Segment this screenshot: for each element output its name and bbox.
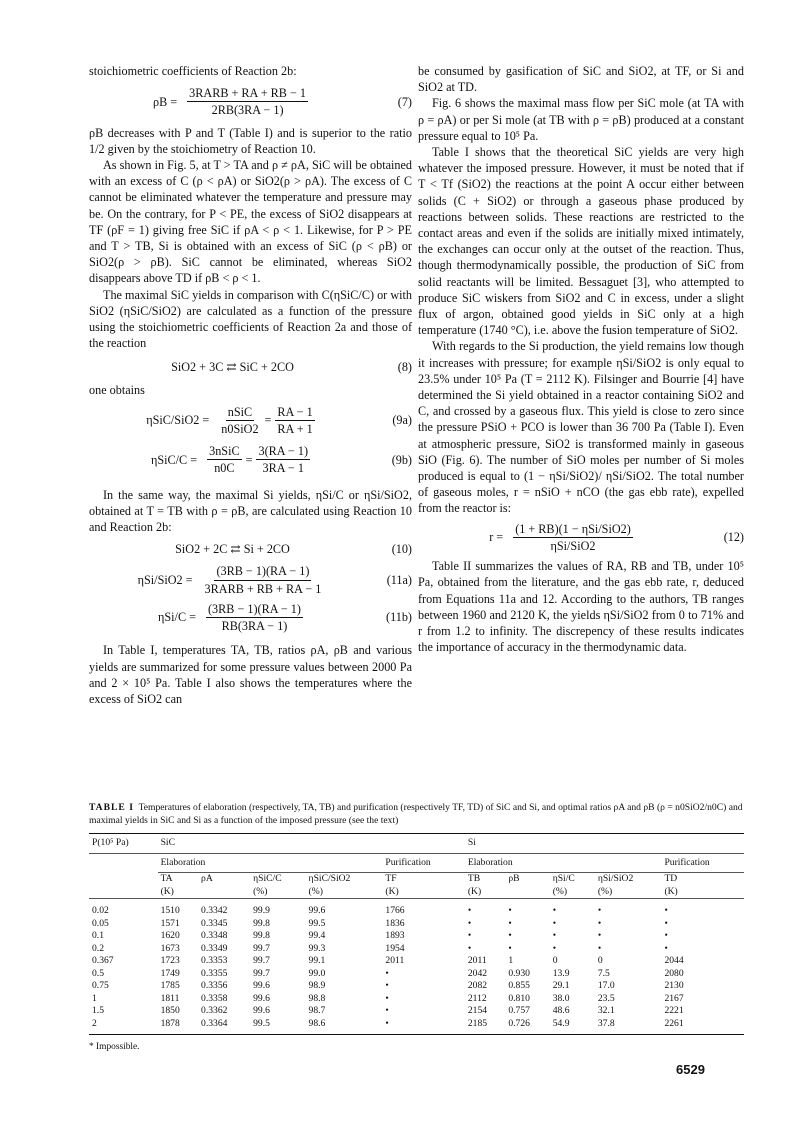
table-cell: 1.5 [92,1005,104,1016]
column-header: TF [385,873,397,884]
table-row [89,930,744,943]
table-cell: • [552,917,557,929]
column-header: ηSi/SiO2 [597,873,634,884]
table-cell: 99.5 [253,1017,270,1029]
table-cell: 99.6 [253,1005,270,1016]
left-column [89,63,412,707]
table-cell: 2044 [664,955,684,966]
header-sic: SiC [160,837,175,848]
table-cell: 0.3362 [201,1005,228,1016]
table-cell: • [664,917,668,929]
table-cell: 7.5 [597,967,610,979]
table-cell: 1510 [160,905,180,916]
table-cell: 2112 [467,992,487,1004]
table-cell: 2082 [467,980,488,991]
table-cell: 99.1 [308,955,326,966]
table-cell: 1811 [160,992,180,1004]
table-cell: • [385,1005,389,1016]
table-cell: 0.367 [92,955,114,966]
header-purification: Purification [382,853,464,873]
table-cell: 1620 [160,930,180,941]
column-header: ρB [508,873,520,884]
paragraph: In the same way, the maximal Si yields, ηSi/C or ηSi/SiO2, obtained at T = TB with ρ = ρB, are calculated using Reaction 10 and Reaction 2b: [89,487,412,535]
table-cell: • [385,980,389,991]
table-row [89,980,744,993]
equation-9a: ηSiC/SiO2 = $\frac{\text{nSiC}}{\text{n0SiO2}}$ = $\frac{RA - 1}{RA + 1}$ (9a) [146,404,412,437]
table-cell: 0.1 [92,930,104,941]
table-row [89,1018,744,1031]
table-cell: 1749 [160,967,180,979]
table-cell: 54.9 [552,1017,570,1029]
paragraph: With regards to the Si production, the yield remains low though it increases with pressure; for example ηSi/SiO2 is only equal to 23.5% under 10⁵ Pa (T = 2112 K). Filsinger and Bourrie [4] have determined the Si yield obtained in a reactor containing SiO2 and C, and crossed by a gaseous flux. This yield is close to zero since the pressure PSiO + PCO is lower than 36 700 Pa (Table I). Even at atmospheric pressure, SiO2 is transformed mainly in gaseous SiO (Fig. 6). The number of SiO moles per number of Si moles produced is equal to (1 − ηSi/SiO2)/ ηSi/SiO2. The total number of gaseous moles, r = nSiO + nCO (the gas ebb rate), expelled from the reactor is: [418,339,744,516]
table-cell: 2261 [664,1017,684,1029]
table-cell: 99.9 [253,905,270,916]
table-cell: 23.5 [597,992,615,1004]
table-cell: 99.8 [253,930,270,941]
table-cell: • [508,930,512,941]
table-row [89,1005,744,1018]
equation-11b: ηSi/C = $\frac{(3RB - 1)(RA - 1)}{RB(3RA - 1)}$ (11b) [158,601,412,634]
equation-11a: ηSi/SiO2 = $\frac{(3RB - 1)(RA - 1)}{\text{3RARB + RB + RA − 1}}$ (11a) [137,564,412,596]
table-cell: 99.6 [253,980,270,991]
column-header: ρA [201,873,213,884]
table-cell: 0.3355 [201,967,228,979]
table-cell: 0.3349 [201,942,228,954]
equation-9b: ηSiC/C = $\frac{\text{3nSiC}}{n0C}$ = $\frac{3(RA - 1)}{3RA - 1}$ (9b) [151,444,412,476]
table-cell: • [467,905,472,916]
table-cell: 99.8 [253,917,270,929]
table-cell: 0.02 [92,905,109,916]
table-cell: 0.5 [92,967,104,979]
paragraph: Table I shows that the theoretical SiC yields are very high whatever the imposed pressure. However, it must be noted that if T < Tf (SiO2) the reactions at the point A occur either between solids (C + SiO2) or through a gaseous phase produced by reactions between solids. These reactions are restricted to the contact areas and even if the solids are initially mixed intimately, the exchanges can occur only at the outset of the reaction. Thus, though thermodynamically possible, the production of SiC from solid reactants will be limited. Bessaguet [3], who attempted to produce SiC wiskers from SiO2 and C in excess, under a slight flux of argon, obtained good yields in SiC only at a high temperature (1740 °C), i.e. above the fusion temperature of SiO2. [418,145,744,338]
column-unit [505,886,549,899]
column-header: TA [160,873,173,884]
table-cell: 17.0 [597,980,615,991]
column-header: ηSi/C [552,873,575,884]
paragraph: Table II summarizes the values of RA, RB and TB, under 10⁵ Pa, obtained from the literature, and the gas ebb rate, r, deduced from Equations 11a and 12. According to the authors, TB ranges between 1960 and 2120 K, the yields ηSi/SiO2 from 0 to 71% and r from 1.2 to infinity. The discrepency of these results indicates the importance of accuracy in the thermodynamic data. [418,559,744,655]
table-cell: • [508,942,512,954]
table-cell: 99.6 [308,905,326,916]
equation-number: (12) [723,530,744,545]
table-cell: 1 [508,955,514,966]
table-cell: 2221 [664,1005,684,1016]
table-cell: • [385,992,389,1004]
right-column [418,63,744,655]
equation-number: (11a) [386,573,412,588]
table-cell: • [552,905,557,916]
column-unit: (%) [253,885,268,897]
table-cell: 2 [92,1017,97,1029]
table-cell: 2167 [664,992,684,1004]
table-cell: 1673 [160,942,180,954]
table-cell: • [467,942,472,954]
table-cell: 99.7 [253,955,270,966]
table-cell: 0.930 [508,967,530,979]
paragraph: In Table I, temperatures TA, TB, ratios ρA, ρB and various yields are summarized for some pressure values between 2000 Pa and 2 × 10⁵ Pa. Table I also shows the temperatures where the excess of SiO2 can [89,643,412,706]
table-cell: 1723 [160,955,180,966]
table-row [89,955,744,968]
column-unit: (K) [160,885,174,897]
table-cell: 1766 [385,905,405,916]
header-elaboration: Elaboration [158,853,383,873]
table-cell: 2130 [664,980,684,991]
equation-number: (9b) [391,452,412,467]
table-row [89,905,744,918]
table-cell: 99.4 [308,930,326,941]
table-cell: 98.9 [308,980,326,991]
table-cell: 38.0 [552,992,570,1004]
paragraph: The maximal SiC yields in comparison with C(ηSiC/C) or with SiO2 (ηSiC/SiO2) are calculated as a function of the pressure using the stoichiometric coefficients of Reaction 2a and those of the reaction [89,287,412,351]
table-row [89,918,744,931]
table-cell: 98.7 [308,1005,326,1016]
table-cell: 1836 [385,917,405,929]
table-cell: 1571 [160,917,180,929]
table-cell: 0 [597,955,603,966]
table-cell: 1893 [385,930,405,941]
table-cell: 0.3358 [201,992,228,1004]
column-unit: (%) [308,885,323,897]
column-header: TD [664,873,678,884]
table-cell: 0.75 [92,980,109,991]
table-row [89,943,744,956]
table-cell: 1850 [160,1005,180,1016]
page-number: 6529 [676,1062,705,1077]
header-elaboration: Elaboration [465,853,662,873]
table-cell: 98.8 [308,992,326,1004]
equation-number: (7) [397,94,412,109]
table-cell: 2080 [664,967,684,979]
table-cell: • [467,930,472,941]
table-cell: • [664,942,668,954]
equation-number: (9a) [392,413,412,428]
column-unit: (%) [552,885,568,897]
equation-number: (8) [397,360,412,375]
column-unit: (K) [467,885,482,897]
column-unit: (K) [664,885,678,897]
equation-7: ρB = $\frac{\text{3RARB + RA + RB − 1}}{2RB(3RA - 1)}$ (7) [153,86,412,118]
table-cell: 0.810 [508,992,530,1004]
table-cell: 99.5 [308,917,326,929]
table-cell: 1878 [160,1017,180,1029]
header-pressure: P(10⁵ Pa) [92,837,129,848]
table-row [89,993,744,1006]
table-cell: • [552,930,557,941]
table-cell: 1785 [160,980,180,991]
table-cell: 0.05 [92,917,109,929]
column-header: TB [467,873,481,884]
table-cell: 0.3356 [201,980,228,991]
column-unit [198,886,250,899]
equation-8: SiO2 + 3C ⇄ SiC + 2CO (8) [171,360,412,375]
table-cell: 99.6 [253,992,270,1004]
paragraph: stoichiometric coefficients of Reaction 2b: [89,64,297,78]
paragraph: be consumed by gasification of SiC and SiO2, at TF, or Si and SiO2 at TD. [418,64,744,95]
table-cell: 2042 [467,967,488,979]
table-cell: 0.3364 [201,1017,228,1029]
column-unit: (K) [385,885,399,897]
column-unit: (%) [597,885,613,897]
table-cell: 99.3 [308,942,326,954]
table-cell: 1 [92,992,97,1004]
table-cell: 0.855 [508,980,530,991]
table-cell: • [508,917,512,929]
table-row [89,968,744,981]
equation-number: (10) [391,542,412,557]
table-cell: 2154 [467,1005,488,1016]
table-cell: 0.3348 [201,930,228,941]
table-cell: 29.1 [552,980,570,991]
column-header: ηSiC/SiO2 [308,873,351,884]
table-cell: 0.726 [508,1017,530,1029]
header-si: Si [467,837,476,848]
table-cell: • [385,967,389,979]
paragraph: As shown in Fig. 5, at T > TA and ρ ≠ ρA, SiC will be obtained with an excess of C (ρ < ρA) or SiO2(ρ > ρA). The excess of C cannot be eliminated whatever the temperature and pressure may be. On the contrary, for P < PE, the excess of SiO2 disappears at TF (ρF = 1) giving free SiC if ρA < ρ < 1. Likewise, for P > PE and T > TB, Si is obtained with an excess of SiC (ρ < ρB) or SiO2(ρ > ρB). SiC cannot be eliminated, whereas SiO2 disappears above TD if ρB < ρ < 1. [89,158,412,286]
table-cell: • [385,1017,389,1029]
table-cell: 1954 [385,942,405,954]
table-cell: • [664,905,668,916]
table-cell: 0.2 [92,942,104,954]
table-cell: 13.9 [552,967,570,979]
table-cell: • [597,905,602,916]
table-1 [89,802,744,1054]
table-cell: 2011 [467,955,487,966]
table-cell: 0 [552,955,558,966]
table-footnote: * Impossible. [89,1042,140,1052]
table-cell: 48.6 [552,1005,570,1016]
data-table [89,833,744,1035]
table-cell: • [508,905,512,916]
table-cell: • [597,917,602,929]
equation-number: (11b) [386,610,412,625]
table-cell: 32.1 [597,1005,615,1016]
table-cell: 0.3353 [201,955,228,966]
table-cell: 99.7 [253,942,270,954]
table-body [89,905,744,1030]
table-cell: 0.757 [508,1005,530,1016]
table-cell: 0.3345 [201,917,228,929]
table-cell: 98.6 [308,1017,326,1029]
table-cell: 37.8 [597,1017,615,1029]
table-cell: • [552,942,557,954]
column-header: ηSiC/C [253,873,282,884]
paragraph: one obtains [89,382,145,397]
paragraph: Fig. 6 shows the maximal mass flow per SiC mole (at TA with ρ = ρA) or per Si mole (at TB with ρ = ρB) produced at a constant pressure equal to 10⁵ Pa. [418,96,744,143]
table-cell: • [597,942,602,954]
equation-12: r = $\frac{\text{(1 + RB)(1 − ηSi/SiO2)}}{\text{ηSi/SiO2}}$ (12) [489,521,744,553]
table-cell: 99.7 [253,967,270,979]
header-purification: Purification [661,853,744,873]
table-cell: 99.0 [308,967,326,979]
table-cell: • [597,930,602,941]
equation-10: SiO2 + 2C ⇄ Si + 2CO (10) [175,542,412,557]
paragraph: ρB decreases with P and T (Table I) and is superior to the ratio 1/2 given by the stoichiometry of Reaction 10. [89,125,412,156]
table-cell: • [467,917,472,929]
table-cell: • [664,930,668,941]
table-cell: 2011 [385,955,405,966]
table-caption: TABLE I Temperatures of elaboration (respectively, TA, TB) and purification (respectively TF, TD) of SiC and Si, and optimal ratios ρA and ρB (ρ = n0SiO2/n0C) and maximal yields in SiC and Si as a function of the imposed pressure (see the text) [89,802,743,826]
table-cell: 2185 [467,1017,488,1029]
table-cell: 0.3342 [201,905,228,916]
